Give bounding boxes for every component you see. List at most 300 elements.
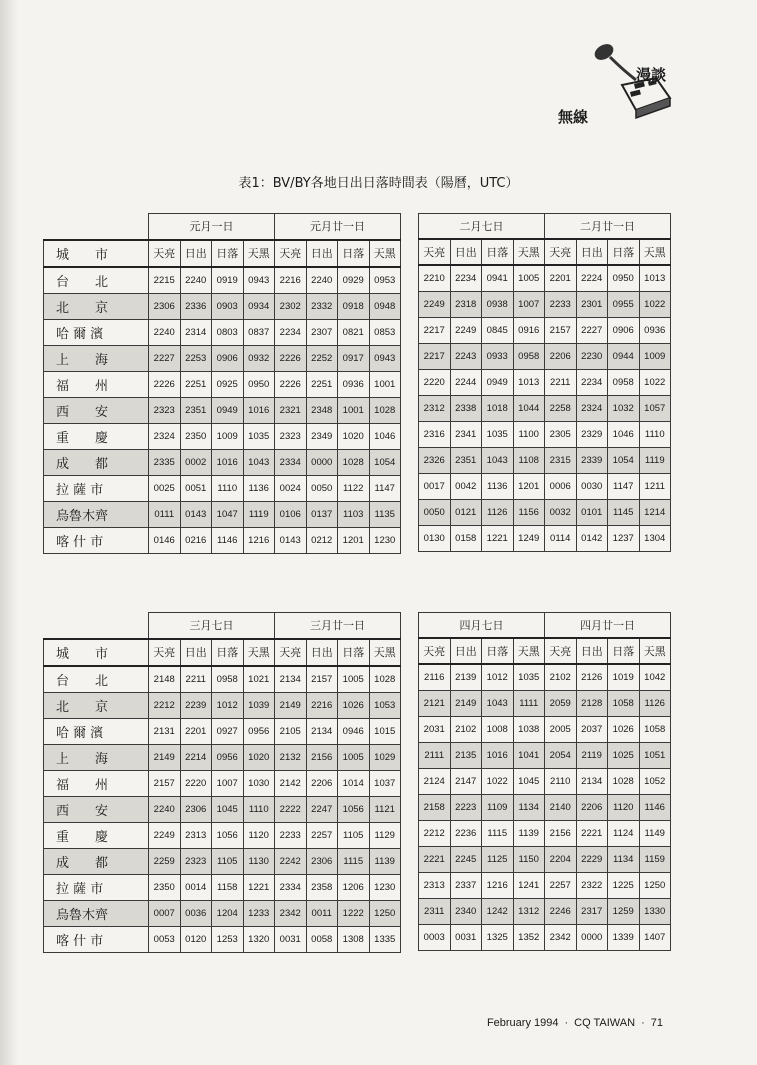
block1-right-table <box>418 213 671 552</box>
time-cell: 2149 <box>149 744 181 770</box>
time-cell: 2157 <box>545 318 577 344</box>
city-column-header: 城 市 <box>44 639 149 666</box>
time-cell: 2337 <box>450 873 482 899</box>
time-cell: 1015 <box>369 718 401 744</box>
city-name: 上 海 <box>44 345 149 371</box>
table-row <box>44 926 401 952</box>
dawn-header: 天亮 <box>545 239 577 265</box>
time-cell: 1028 <box>608 769 640 795</box>
time-cell: 2306 <box>149 293 181 319</box>
dusk-header: 天黑 <box>243 240 275 267</box>
time-cell: 2234 <box>576 370 608 396</box>
time-cell: 1124 <box>608 821 640 847</box>
time-cell: 1022 <box>482 769 514 795</box>
time-cell: 1130 <box>243 848 275 874</box>
time-cell: 2227 <box>149 345 181 371</box>
time-cell: 2223 <box>450 795 482 821</box>
time-cell: 2031 <box>419 717 451 743</box>
logo-word-2: 無線 <box>558 108 589 126</box>
time-cell: 2252 <box>306 345 338 371</box>
time-cell: 2216 <box>306 692 338 718</box>
time-cell: 1054 <box>369 449 401 475</box>
time-cell: 0916 <box>513 318 545 344</box>
table-row <box>44 874 401 900</box>
time-cell: 1009 <box>212 423 244 449</box>
time-cell: 1026 <box>338 692 370 718</box>
time-cell: 0938 <box>482 292 514 318</box>
time-cell: 2338 <box>450 396 482 422</box>
city-name: 台 北 <box>44 267 149 294</box>
time-cell: 2350 <box>180 423 212 449</box>
table-row <box>419 396 671 422</box>
time-cell: 2111 <box>419 743 451 769</box>
time-cell: 1108 <box>513 448 545 474</box>
time-cell: 1021 <box>243 666 275 693</box>
time-cell: 1037 <box>369 770 401 796</box>
time-cell: 1407 <box>639 925 671 951</box>
table-row <box>44 744 401 770</box>
time-cell: 0803 <box>212 319 244 345</box>
table-row <box>419 500 671 526</box>
time-cell: 0025 <box>149 475 181 501</box>
time-cell: 0956 <box>243 718 275 744</box>
city-name: 成 都 <box>44 449 149 475</box>
time-cell: 2351 <box>180 397 212 423</box>
table-row <box>419 691 671 717</box>
time-cell: 1056 <box>338 796 370 822</box>
time-cell: 0955 <box>608 292 640 318</box>
time-cell: 2037 <box>576 717 608 743</box>
time-cell: 1054 <box>608 448 640 474</box>
time-cell: 2340 <box>450 899 482 925</box>
time-cell: 0050 <box>419 500 451 526</box>
time-cell: 2341 <box>450 422 482 448</box>
time-cell: 1139 <box>369 848 401 874</box>
time-cell: 0006 <box>545 474 577 500</box>
sunrise-header: 日出 <box>576 638 608 664</box>
time-cell: 2236 <box>450 821 482 847</box>
time-cell: 1035 <box>513 664 545 691</box>
time-cell: 2226 <box>149 371 181 397</box>
time-cell: 0146 <box>149 527 181 553</box>
time-cell: 1057 <box>639 396 671 422</box>
time-cell: 1312 <box>513 899 545 925</box>
block2-right-table <box>418 612 671 951</box>
dusk-header: 天黑 <box>369 240 401 267</box>
time-cell: 2257 <box>545 873 577 899</box>
city-name: 台 北 <box>44 666 149 693</box>
time-cell: 1211 <box>639 474 671 500</box>
table-row <box>419 899 671 925</box>
time-cell: 2318 <box>450 292 482 318</box>
time-cell: 0032 <box>545 500 577 526</box>
time-cell: 1043 <box>482 448 514 474</box>
time-cell: 2249 <box>450 318 482 344</box>
time-cell: 1119 <box>639 448 671 474</box>
footer-date: February 1994 <box>486 1017 559 1029</box>
time-cell: 1325 <box>482 925 514 951</box>
time-cell: 2135 <box>450 743 482 769</box>
time-cell: 1145 <box>608 500 640 526</box>
dusk-header: 天黑 <box>513 638 545 664</box>
time-cell: 1221 <box>482 526 514 552</box>
time-cell: 1136 <box>243 475 275 501</box>
city-name: 烏魯木齊 <box>44 501 149 527</box>
time-cell: 0934 <box>243 293 275 319</box>
table-row <box>44 371 401 397</box>
time-cell: 1045 <box>513 769 545 795</box>
city-name: 西 安 <box>44 397 149 423</box>
city-name: 福 州 <box>44 371 149 397</box>
time-cell: 2251 <box>306 371 338 397</box>
sunset-header: 日落 <box>338 240 370 267</box>
time-cell: 1216 <box>482 873 514 899</box>
time-cell: 2227 <box>576 318 608 344</box>
time-cell: 2134 <box>306 718 338 744</box>
time-cell: 2215 <box>149 267 181 294</box>
dawn-header: 天亮 <box>149 240 181 267</box>
table-row <box>419 422 671 448</box>
time-cell: 0143 <box>275 527 307 553</box>
sunrise-header: 日出 <box>180 639 212 666</box>
time-cell: 1139 <box>513 821 545 847</box>
time-cell: 2140 <box>545 795 577 821</box>
time-cell: 2240 <box>149 319 181 345</box>
city-name: 喀 什 市 <box>44 527 149 553</box>
table-row <box>419 664 671 691</box>
time-cell: 0031 <box>450 925 482 951</box>
time-cell: 1041 <box>513 743 545 769</box>
time-cell: 0106 <box>275 501 307 527</box>
date-header: 二月廿一日 <box>545 214 671 240</box>
time-cell: 2226 <box>275 345 307 371</box>
dusk-header: 天黑 <box>639 638 671 664</box>
time-cell: 2313 <box>180 822 212 848</box>
time-cell: 1110 <box>212 475 244 501</box>
time-cell: 0050 <box>306 475 338 501</box>
time-cell: 2312 <box>419 396 451 422</box>
time-cell: 1051 <box>639 743 671 769</box>
sunrise-header: 日出 <box>576 239 608 265</box>
time-cell: 1241 <box>513 873 545 899</box>
time-cell: 2206 <box>306 770 338 796</box>
time-cell: 2217 <box>419 344 451 370</box>
time-cell: 2323 <box>180 848 212 874</box>
time-cell: 1046 <box>608 422 640 448</box>
time-cell: 2245 <box>450 847 482 873</box>
sunset-header: 日落 <box>608 638 640 664</box>
time-cell: 1135 <box>369 501 401 527</box>
time-cell: 0058 <box>306 926 338 952</box>
time-cell: 2322 <box>576 873 608 899</box>
time-cell: 2149 <box>275 692 307 718</box>
time-cell: 1242 <box>482 899 514 925</box>
time-cell: 2324 <box>576 396 608 422</box>
time-cell: 2121 <box>419 691 451 717</box>
time-cell: 1028 <box>338 449 370 475</box>
time-cell: 2306 <box>306 848 338 874</box>
sunrise-header: 日出 <box>180 240 212 267</box>
sunrise-header: 日出 <box>306 240 338 267</box>
time-cell: 0158 <box>450 526 482 552</box>
time-cell: 1035 <box>482 422 514 448</box>
table-row <box>44 692 401 718</box>
time-cell: 2131 <box>149 718 181 744</box>
time-cell: 1016 <box>482 743 514 769</box>
time-cell: 1150 <box>513 847 545 873</box>
table-row <box>419 344 671 370</box>
time-cell: 0111 <box>149 501 181 527</box>
time-cell: 1120 <box>608 795 640 821</box>
time-cell: 1249 <box>513 526 545 552</box>
time-cell: 1016 <box>212 449 244 475</box>
time-cell: 0114 <box>545 526 577 552</box>
time-cell: 0949 <box>482 370 514 396</box>
time-cell: 1029 <box>369 744 401 770</box>
city-name: 北 京 <box>44 692 149 718</box>
time-cell: 1304 <box>639 526 671 552</box>
time-cell: 2220 <box>180 770 212 796</box>
table-row <box>44 423 401 449</box>
time-cell: 1109 <box>482 795 514 821</box>
time-cell: 2124 <box>419 769 451 795</box>
time-cell: 1008 <box>482 717 514 743</box>
time-cell: 1039 <box>243 692 275 718</box>
time-cell: 1019 <box>608 664 640 691</box>
table-row <box>44 267 401 294</box>
time-cell: 1221 <box>243 874 275 900</box>
time-cell: 2206 <box>545 344 577 370</box>
time-cell: 1043 <box>482 691 514 717</box>
time-cell: 2242 <box>275 848 307 874</box>
time-cell: 2234 <box>450 265 482 292</box>
city-name: 哈 爾 濱 <box>44 718 149 744</box>
time-cell: 2321 <box>275 397 307 423</box>
time-cell: 2317 <box>576 899 608 925</box>
time-cell: 2211 <box>180 666 212 693</box>
time-cell: 2221 <box>576 821 608 847</box>
time-cell: 1052 <box>639 769 671 795</box>
time-cell: 0941 <box>482 265 514 292</box>
time-cell: 2334 <box>275 874 307 900</box>
time-cell: 0943 <box>369 345 401 371</box>
time-cell: 0936 <box>338 371 370 397</box>
time-cell: 1025 <box>608 743 640 769</box>
time-cell: 1058 <box>608 691 640 717</box>
table-row <box>44 527 401 553</box>
dusk-header: 天黑 <box>513 239 545 265</box>
time-cell: 1158 <box>212 874 244 900</box>
date-header: 元月一日 <box>149 214 275 240</box>
time-cell: 2233 <box>545 292 577 318</box>
time-cell: 2307 <box>306 319 338 345</box>
dawn-header: 天亮 <box>275 240 307 267</box>
time-cell: 1012 <box>482 664 514 691</box>
time-cell: 2311 <box>419 899 451 925</box>
city-column-header: 城 市 <box>44 240 149 267</box>
footer-magazine: CQ TAIWAN <box>574 1017 636 1029</box>
city-name: 拉 薩 市 <box>44 475 149 501</box>
time-cell: 2110 <box>545 769 577 795</box>
sunrise-header: 日出 <box>306 639 338 666</box>
time-cell: 0958 <box>513 344 545 370</box>
time-cell: 1330 <box>639 899 671 925</box>
dawn-header: 天亮 <box>419 239 451 265</box>
microphone-icon <box>578 40 678 130</box>
time-cell: 0956 <box>212 744 244 770</box>
time-cell: 1201 <box>513 474 545 500</box>
time-cell: 1126 <box>639 691 671 717</box>
time-cell: 2222 <box>275 796 307 822</box>
time-cell: 2128 <box>576 691 608 717</box>
table-row <box>419 821 671 847</box>
table-row <box>44 449 401 475</box>
time-cell: 0137 <box>306 501 338 527</box>
time-cell: 1032 <box>608 396 640 422</box>
time-cell: 2214 <box>180 744 212 770</box>
time-cell: 1115 <box>338 848 370 874</box>
time-cell: 0929 <box>338 267 370 294</box>
time-cell: 2315 <box>545 448 577 474</box>
time-cell: 2239 <box>180 692 212 718</box>
time-cell: 1009 <box>639 344 671 370</box>
time-cell: 2302 <box>275 293 307 319</box>
city-name: 西 安 <box>44 796 149 822</box>
time-cell: 2243 <box>450 344 482 370</box>
time-cell: 1216 <box>243 527 275 553</box>
time-cell: 1043 <box>243 449 275 475</box>
time-cell: 1308 <box>338 926 370 952</box>
time-cell: 0014 <box>180 874 212 900</box>
time-cell: 2132 <box>275 744 307 770</box>
time-cell: 1250 <box>639 873 671 899</box>
time-cell: 2157 <box>306 666 338 693</box>
time-cell: 1259 <box>608 899 640 925</box>
time-cell: 2258 <box>545 396 577 422</box>
time-cell: 1028 <box>369 397 401 423</box>
date-header: 四月七日 <box>419 613 545 639</box>
city-name: 烏魯木齊 <box>44 900 149 926</box>
sunrise-header: 日出 <box>450 239 482 265</box>
time-cell: 2342 <box>545 925 577 951</box>
time-cell: 2206 <box>576 795 608 821</box>
time-cell: 2240 <box>306 267 338 294</box>
table-row <box>419 743 671 769</box>
time-cell: 2148 <box>149 666 181 693</box>
time-cell: 1237 <box>608 526 640 552</box>
time-cell: 2059 <box>545 691 577 717</box>
time-cell: 1013 <box>639 265 671 292</box>
time-cell: 1105 <box>338 822 370 848</box>
time-cell: 2257 <box>306 822 338 848</box>
time-cell: 0030 <box>576 474 608 500</box>
time-cell: 0936 <box>639 318 671 344</box>
time-cell: 1222 <box>338 900 370 926</box>
date-header: 三月七日 <box>149 613 275 639</box>
time-cell: 2336 <box>180 293 212 319</box>
time-cell: 1122 <box>338 475 370 501</box>
time-cell: 0918 <box>338 293 370 319</box>
time-cell: 2102 <box>545 664 577 691</box>
time-cell: 1013 <box>513 370 545 396</box>
city-name: 重 慶 <box>44 822 149 848</box>
city-name: 拉 薩 市 <box>44 874 149 900</box>
time-cell: 2204 <box>545 847 577 873</box>
time-cell: 1320 <box>243 926 275 952</box>
time-cell: 1005 <box>338 744 370 770</box>
time-cell: 0919 <box>212 267 244 294</box>
time-cell: 0948 <box>369 293 401 319</box>
city-name: 上 海 <box>44 744 149 770</box>
time-cell: 2212 <box>419 821 451 847</box>
table-row <box>419 318 671 344</box>
time-cell: 1149 <box>639 821 671 847</box>
time-cell: 1105 <box>212 848 244 874</box>
time-cell: 2249 <box>419 292 451 318</box>
time-cell: 2229 <box>576 847 608 873</box>
time-cell: 2358 <box>306 874 338 900</box>
city-name: 哈 爾 濱 <box>44 319 149 345</box>
time-cell: 2240 <box>180 267 212 294</box>
sunset-header: 日落 <box>212 639 244 666</box>
time-cell: 0002 <box>180 449 212 475</box>
time-cell: 1042 <box>639 664 671 691</box>
time-cell: 0051 <box>180 475 212 501</box>
time-cell: 2348 <box>306 397 338 423</box>
time-cell: 0003 <box>419 925 451 951</box>
time-cell: 2210 <box>419 265 451 292</box>
time-cell: 0121 <box>450 500 482 526</box>
sunset-header: 日落 <box>482 638 514 664</box>
time-cell: 1120 <box>243 822 275 848</box>
city-name: 福 州 <box>44 770 149 796</box>
time-cell: 2240 <box>149 796 181 822</box>
table-row <box>419 526 671 552</box>
time-cell: 0212 <box>306 527 338 553</box>
time-cell: 2212 <box>149 692 181 718</box>
time-cell: 2158 <box>419 795 451 821</box>
time-cell: 0120 <box>180 926 212 952</box>
time-cell: 0031 <box>275 926 307 952</box>
time-cell: 2102 <box>450 717 482 743</box>
time-cell: 2230 <box>576 344 608 370</box>
time-cell: 1038 <box>513 717 545 743</box>
time-cell: 1233 <box>243 900 275 926</box>
table-row <box>44 319 401 345</box>
time-cell: 1156 <box>513 500 545 526</box>
time-cell: 2157 <box>149 770 181 796</box>
time-cell: 1026 <box>608 717 640 743</box>
table-row <box>419 265 671 292</box>
time-cell: 0130 <box>419 526 451 552</box>
time-cell: 0950 <box>608 265 640 292</box>
time-cell: 0903 <box>212 293 244 319</box>
time-cell: 0906 <box>608 318 640 344</box>
time-cell: 0906 <box>212 345 244 371</box>
time-cell: 0949 <box>212 397 244 423</box>
time-cell: 1020 <box>243 744 275 770</box>
time-cell: 1201 <box>338 527 370 553</box>
time-cell: 1012 <box>212 692 244 718</box>
time-cell: 0143 <box>180 501 212 527</box>
time-cell: 2226 <box>275 371 307 397</box>
time-cell: 0036 <box>180 900 212 926</box>
time-cell: 1126 <box>482 500 514 526</box>
time-cell: 2335 <box>149 449 181 475</box>
table-row <box>44 345 401 371</box>
time-cell: 0142 <box>576 526 608 552</box>
time-cell: 2105 <box>275 718 307 744</box>
